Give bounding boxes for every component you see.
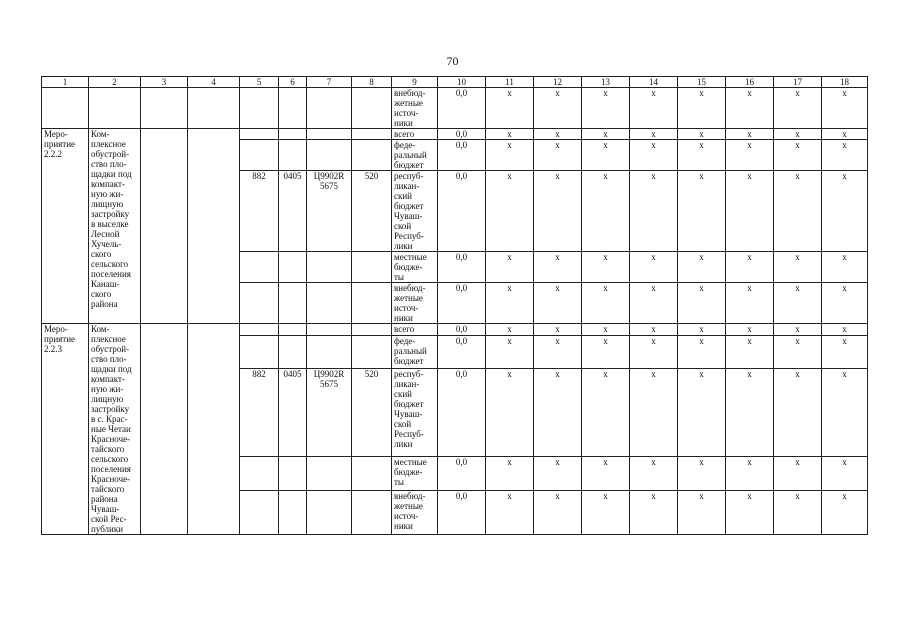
column-header-4: 4 [188,77,240,88]
mark-cell: x [774,252,822,283]
vr-cell [352,252,392,283]
mark-cell: x [678,252,726,283]
grbs-cell [240,490,279,534]
mark-cell: x [774,457,822,491]
vr-cell [352,88,392,129]
budget-table [41,76,868,535]
source-cell: всего [392,324,438,336]
mark-cell: x [774,335,822,369]
mark-cell: x [678,324,726,336]
source-cell: феде- ральный бюджет [392,335,438,369]
mark-cell: x [630,324,678,336]
csr-cell [307,324,352,336]
mark-cell: x [534,129,582,140]
vr-cell [352,335,392,369]
mark-cell: x [774,88,822,129]
table-row [42,129,868,140]
csr-cell [307,457,352,491]
column-3-cell [141,129,188,324]
grbs-cell: 882 [240,171,279,252]
grbs-cell [240,252,279,283]
grbs-cell [240,324,279,336]
csr-cell [307,88,352,129]
grbs-cell [240,283,279,324]
mark-cell: x [630,252,678,283]
mark-cell: x [822,324,868,336]
measure-desc-cell: Ком- плексное обустрой- ство пло- щадки под компакт- ную жи- лищную застройку в выселке Лесной Хучель- ского сельского поселения Канаш- ского района [89,129,141,324]
mark-cell: x [822,369,868,457]
mark-cell: x [486,324,534,336]
csr-cell [307,283,352,324]
amount-cell: 0,0 [438,335,486,369]
amount-cell: 0,0 [438,324,486,336]
mark-cell: x [822,129,868,140]
mark-cell: x [678,88,726,129]
mark-cell: x [630,88,678,129]
mark-cell: x [534,490,582,534]
mark-cell: x [726,171,774,252]
csr-cell [307,490,352,534]
mark-cell: x [774,171,822,252]
csr-cell [307,335,352,369]
mark-cell: x [486,88,534,129]
source-cell: внебюд- жетные источ- ники [392,88,438,129]
csr-cell: Ц9902R 5675 [307,171,352,252]
vr-cell [352,283,392,324]
mark-cell: x [774,369,822,457]
mark-cell: x [630,129,678,140]
grbs-cell: 882 [240,369,279,457]
rzpr-cell [279,324,307,336]
mark-cell: x [774,324,822,336]
mark-cell: x [534,369,582,457]
mark-cell: x [822,171,868,252]
mark-cell: x [582,140,630,171]
mark-cell: x [582,252,630,283]
csr-cell [307,129,352,140]
mark-cell: x [678,457,726,491]
rzpr-cell [279,252,307,283]
mark-cell: x [582,490,630,534]
mark-cell: x [582,88,630,129]
vr-cell [352,324,392,336]
rzpr-cell [279,140,307,171]
column-header-5: 5 [240,77,279,88]
mark-cell: x [726,369,774,457]
mark-cell: x [582,324,630,336]
mark-cell: x [678,490,726,534]
mark-cell: x [678,171,726,252]
measure-id-cell [42,88,89,129]
mark-cell: x [726,129,774,140]
mark-cell: x [774,283,822,324]
amount-cell: 0,0 [438,457,486,491]
amount-cell: 0,0 [438,129,486,140]
grbs-cell [240,88,279,129]
rzpr-cell: 0405 [279,369,307,457]
mark-cell: x [534,457,582,491]
column-header-3: 3 [141,77,188,88]
rzpr-cell [279,283,307,324]
csr-cell [307,252,352,283]
mark-cell: x [678,335,726,369]
mark-cell: x [534,88,582,129]
mark-cell: x [822,140,868,171]
mark-cell: x [534,171,582,252]
mark-cell: x [774,129,822,140]
column-4-cell [188,129,240,324]
mark-cell: x [630,369,678,457]
source-cell: всего [392,129,438,140]
mark-cell: x [630,457,678,491]
mark-cell: x [726,252,774,283]
source-cell: местные бюдже- ты [392,252,438,283]
column-4-cell [188,88,240,129]
column-header-7: 7 [307,77,352,88]
mark-cell: x [486,129,534,140]
mark-cell: x [822,490,868,534]
mark-cell: x [726,490,774,534]
column-3-cell [141,324,188,535]
vr-cell [352,457,392,491]
column-header-18: 18 [822,77,868,88]
mark-cell: x [486,252,534,283]
table-row [42,88,868,129]
source-cell: местные бюдже- ты [392,457,438,491]
source-cell: феде- ральный бюджет [392,140,438,171]
grbs-cell [240,140,279,171]
mark-cell: x [582,283,630,324]
mark-cell: x [822,283,868,324]
rzpr-cell [279,490,307,534]
mark-cell: x [486,283,534,324]
column-header-2: 2 [89,77,141,88]
source-cell: внебюд- жетные источ- ники [392,283,438,324]
amount-cell: 0,0 [438,490,486,534]
amount-cell: 0,0 [438,252,486,283]
vr-cell [352,140,392,171]
rzpr-cell [279,88,307,129]
column-header-10: 10 [438,77,486,88]
source-cell: внебюд- жетные источ- ники [392,490,438,534]
mark-cell: x [822,252,868,283]
column-header-11: 11 [486,77,534,88]
mark-cell: x [822,457,868,491]
mark-cell: x [726,335,774,369]
column-header-1: 1 [42,77,89,88]
amount-cell: 0,0 [438,171,486,252]
mark-cell: x [630,140,678,171]
measure-id-cell: Меро- приятие 2.2.2 [42,129,89,324]
amount-cell: 0,0 [438,283,486,324]
mark-cell: x [582,129,630,140]
grbs-cell [240,457,279,491]
column-header-6: 6 [279,77,307,88]
mark-cell: x [726,88,774,129]
mark-cell: x [486,369,534,457]
mark-cell: x [822,88,868,129]
column-header-12: 12 [534,77,582,88]
mark-cell: x [774,140,822,171]
mark-cell: x [582,457,630,491]
amount-cell: 0,0 [438,140,486,171]
mark-cell: x [486,457,534,491]
mark-cell: x [534,140,582,171]
mark-cell: x [726,457,774,491]
column-header-14: 14 [630,77,678,88]
mark-cell: x [630,490,678,534]
mark-cell: x [534,283,582,324]
vr-cell [352,129,392,140]
source-cell: респуб- ликан- ский бюджет Чуваш- ской Респуб- лики [392,171,438,252]
mark-cell: x [678,129,726,140]
table-row [42,324,868,336]
vr-cell [352,490,392,534]
mark-cell: x [630,335,678,369]
amount-cell: 0,0 [438,88,486,129]
mark-cell: x [630,283,678,324]
mark-cell: x [726,283,774,324]
header-row [42,77,868,88]
column-header-17: 17 [774,77,822,88]
page-number: 70 [446,54,459,68]
grbs-cell [240,129,279,140]
measure-desc-cell: Ком- плексное обустрой- ство пло- щадки под компакт- ную жи- лищную застройку в с. Крас- ные Четаи Красноче- тайского сельского поселения Красноче- тайского района Чуваш- ской Рес- публики [89,324,141,535]
mark-cell: x [486,490,534,534]
rzpr-cell [279,335,307,369]
mark-cell: x [582,369,630,457]
mark-cell: x [534,324,582,336]
mark-cell: x [822,335,868,369]
measure-id-cell: Меро- приятие 2.2.3 [42,324,89,535]
column-header-16: 16 [726,77,774,88]
vr-cell: 520 [352,369,392,457]
mark-cell: x [678,369,726,457]
column-4-cell [188,324,240,535]
rzpr-cell: 0405 [279,171,307,252]
amount-cell: 0,0 [438,369,486,457]
source-cell: респуб- ликан- ский бюджет Чуваш- ской Респуб- лики [392,369,438,457]
column-header-8: 8 [352,77,392,88]
csr-cell: Ц9902R 5675 [307,369,352,457]
mark-cell: x [582,171,630,252]
vr-cell: 520 [352,171,392,252]
grbs-cell [240,335,279,369]
mark-cell: x [534,335,582,369]
column-header-13: 13 [582,77,630,88]
mark-cell: x [678,140,726,171]
mark-cell: x [486,335,534,369]
mark-cell: x [486,171,534,252]
mark-cell: x [630,171,678,252]
column-header-9: 9 [392,77,438,88]
mark-cell: x [726,324,774,336]
measure-desc-cell [89,88,141,129]
mark-cell: x [678,283,726,324]
column-header-15: 15 [678,77,726,88]
column-3-cell [141,88,188,129]
mark-cell: x [726,140,774,171]
mark-cell: x [534,252,582,283]
mark-cell: x [774,490,822,534]
rzpr-cell [279,129,307,140]
mark-cell: x [582,335,630,369]
rzpr-cell [279,457,307,491]
mark-cell: x [486,140,534,171]
csr-cell [307,140,352,171]
